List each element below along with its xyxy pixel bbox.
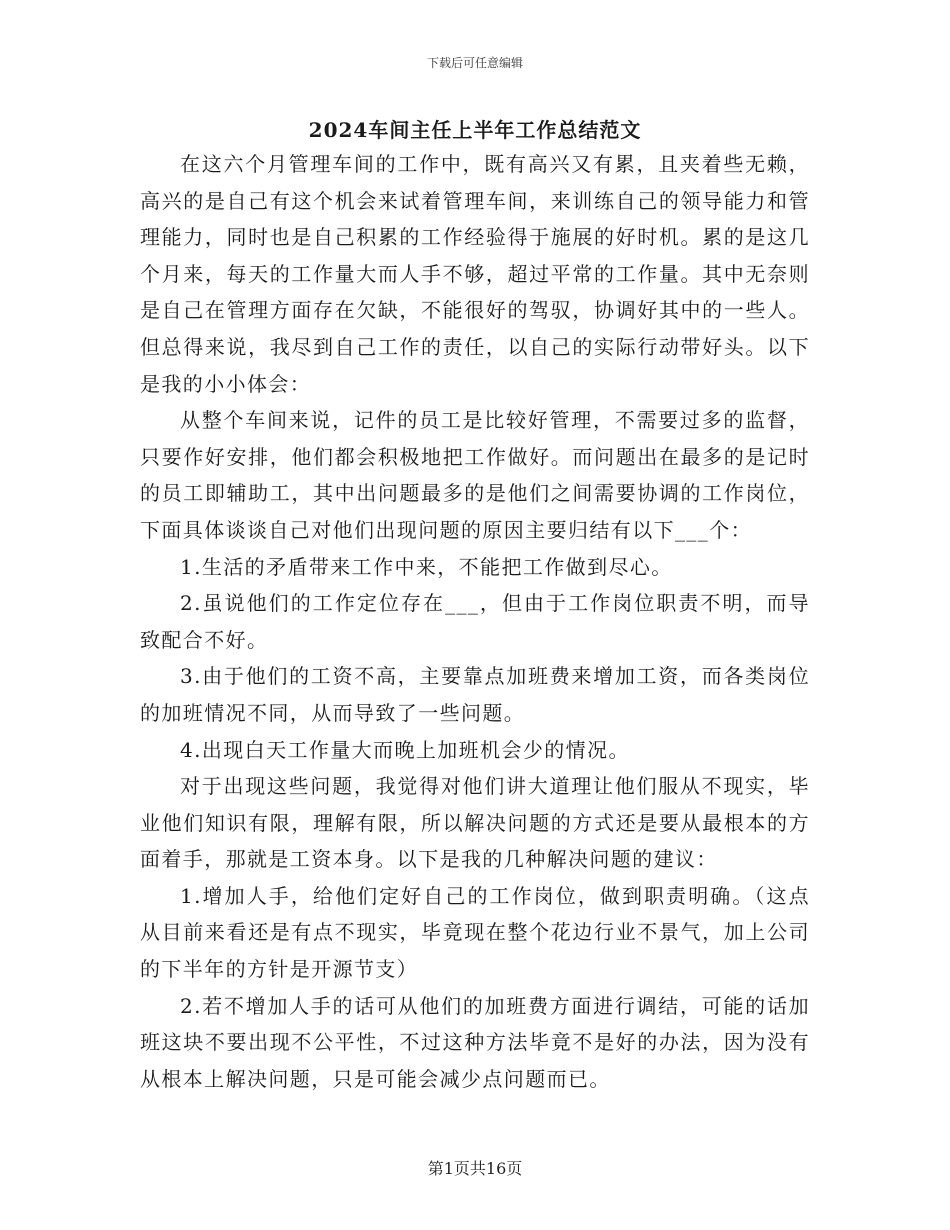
list-item: 3.由于他们的工资不高，主要靠点加班费来增加工资，而各类岗位的加班情况不同，从而导致了一些问题。 [140,664,810,725]
list-item: 2.虽说他们的工作定位存在___，但由于工作岗位职责不明，而导致配合不好。 [140,591,810,652]
list-item: 1.生活的矛盾带来工作中来，不能把工作做到尽心。 [180,554,673,579]
page-number-footer: 第1页共16页 [427,1159,523,1178]
paragraph: 在这六个月管理车间的工作中，既有高兴又有累，且夹着些无赖，高兴的是自己有这个机会来试着管理车间，来训练自己的领导能力和管理能力，同时也是自己积累的工作经验得于施展的好时机。累的是这几个月来，每天的工作量大而人手不够，超过平常的工作量。其中无奈则是自己在管理方面存在欠缺，不能很好的驾驭，协调好其中的一些人。但总得来说，我尽到自己工作的责任，以自己的实际行动带好头。以下是我的小小体会： [140,152,810,396]
paragraph: 从整个车间来说，记件的员工是比较好管理，不需要过多的监督，只要作好安排，他们都会积极地把工作做好。而问题出在最多的是记时的员工即辅助工，其中出问题最多的是他们之间需要协调的工作岗位，下面具体谈谈自己对他们出现问题的原因主要归结有以下___个： [140,408,810,542]
list-item: 1.增加人手，给他们定好自己的工作岗位，做到职责明确。（这点从目前来看还是有点不现实，毕竟现在整个花边行业不景气，加上公司的下半年的方针是开源节支） [140,883,810,982]
header-note: 下载后可任意编辑 [426,56,523,70]
list-item: 4.出现白天工作量大而晚上加班机会少的情况。 [180,737,630,762]
list-item: 2.若不增加人手的话可从他们的加班费方面进行调结，可能的话加班这块不要出现不公平性，不过这种方法毕竟不是好的办法，因为没有从根本上解决问题，只是可能会减少点问题而已。 [140,993,810,1091]
document-title: 2024车间主任上半年工作总结范文 [308,118,642,142]
document-body [140,146,810,1097]
paragraph: 对于出现这些问题，我觉得对他们讲大道理让他们服从不现实，毕业他们知识有限，理解有限，所以解决问题的方式还是要从最根本的方面着手，那就是工资本身。以下是我的几种解决问题的建议： [140,774,810,872]
